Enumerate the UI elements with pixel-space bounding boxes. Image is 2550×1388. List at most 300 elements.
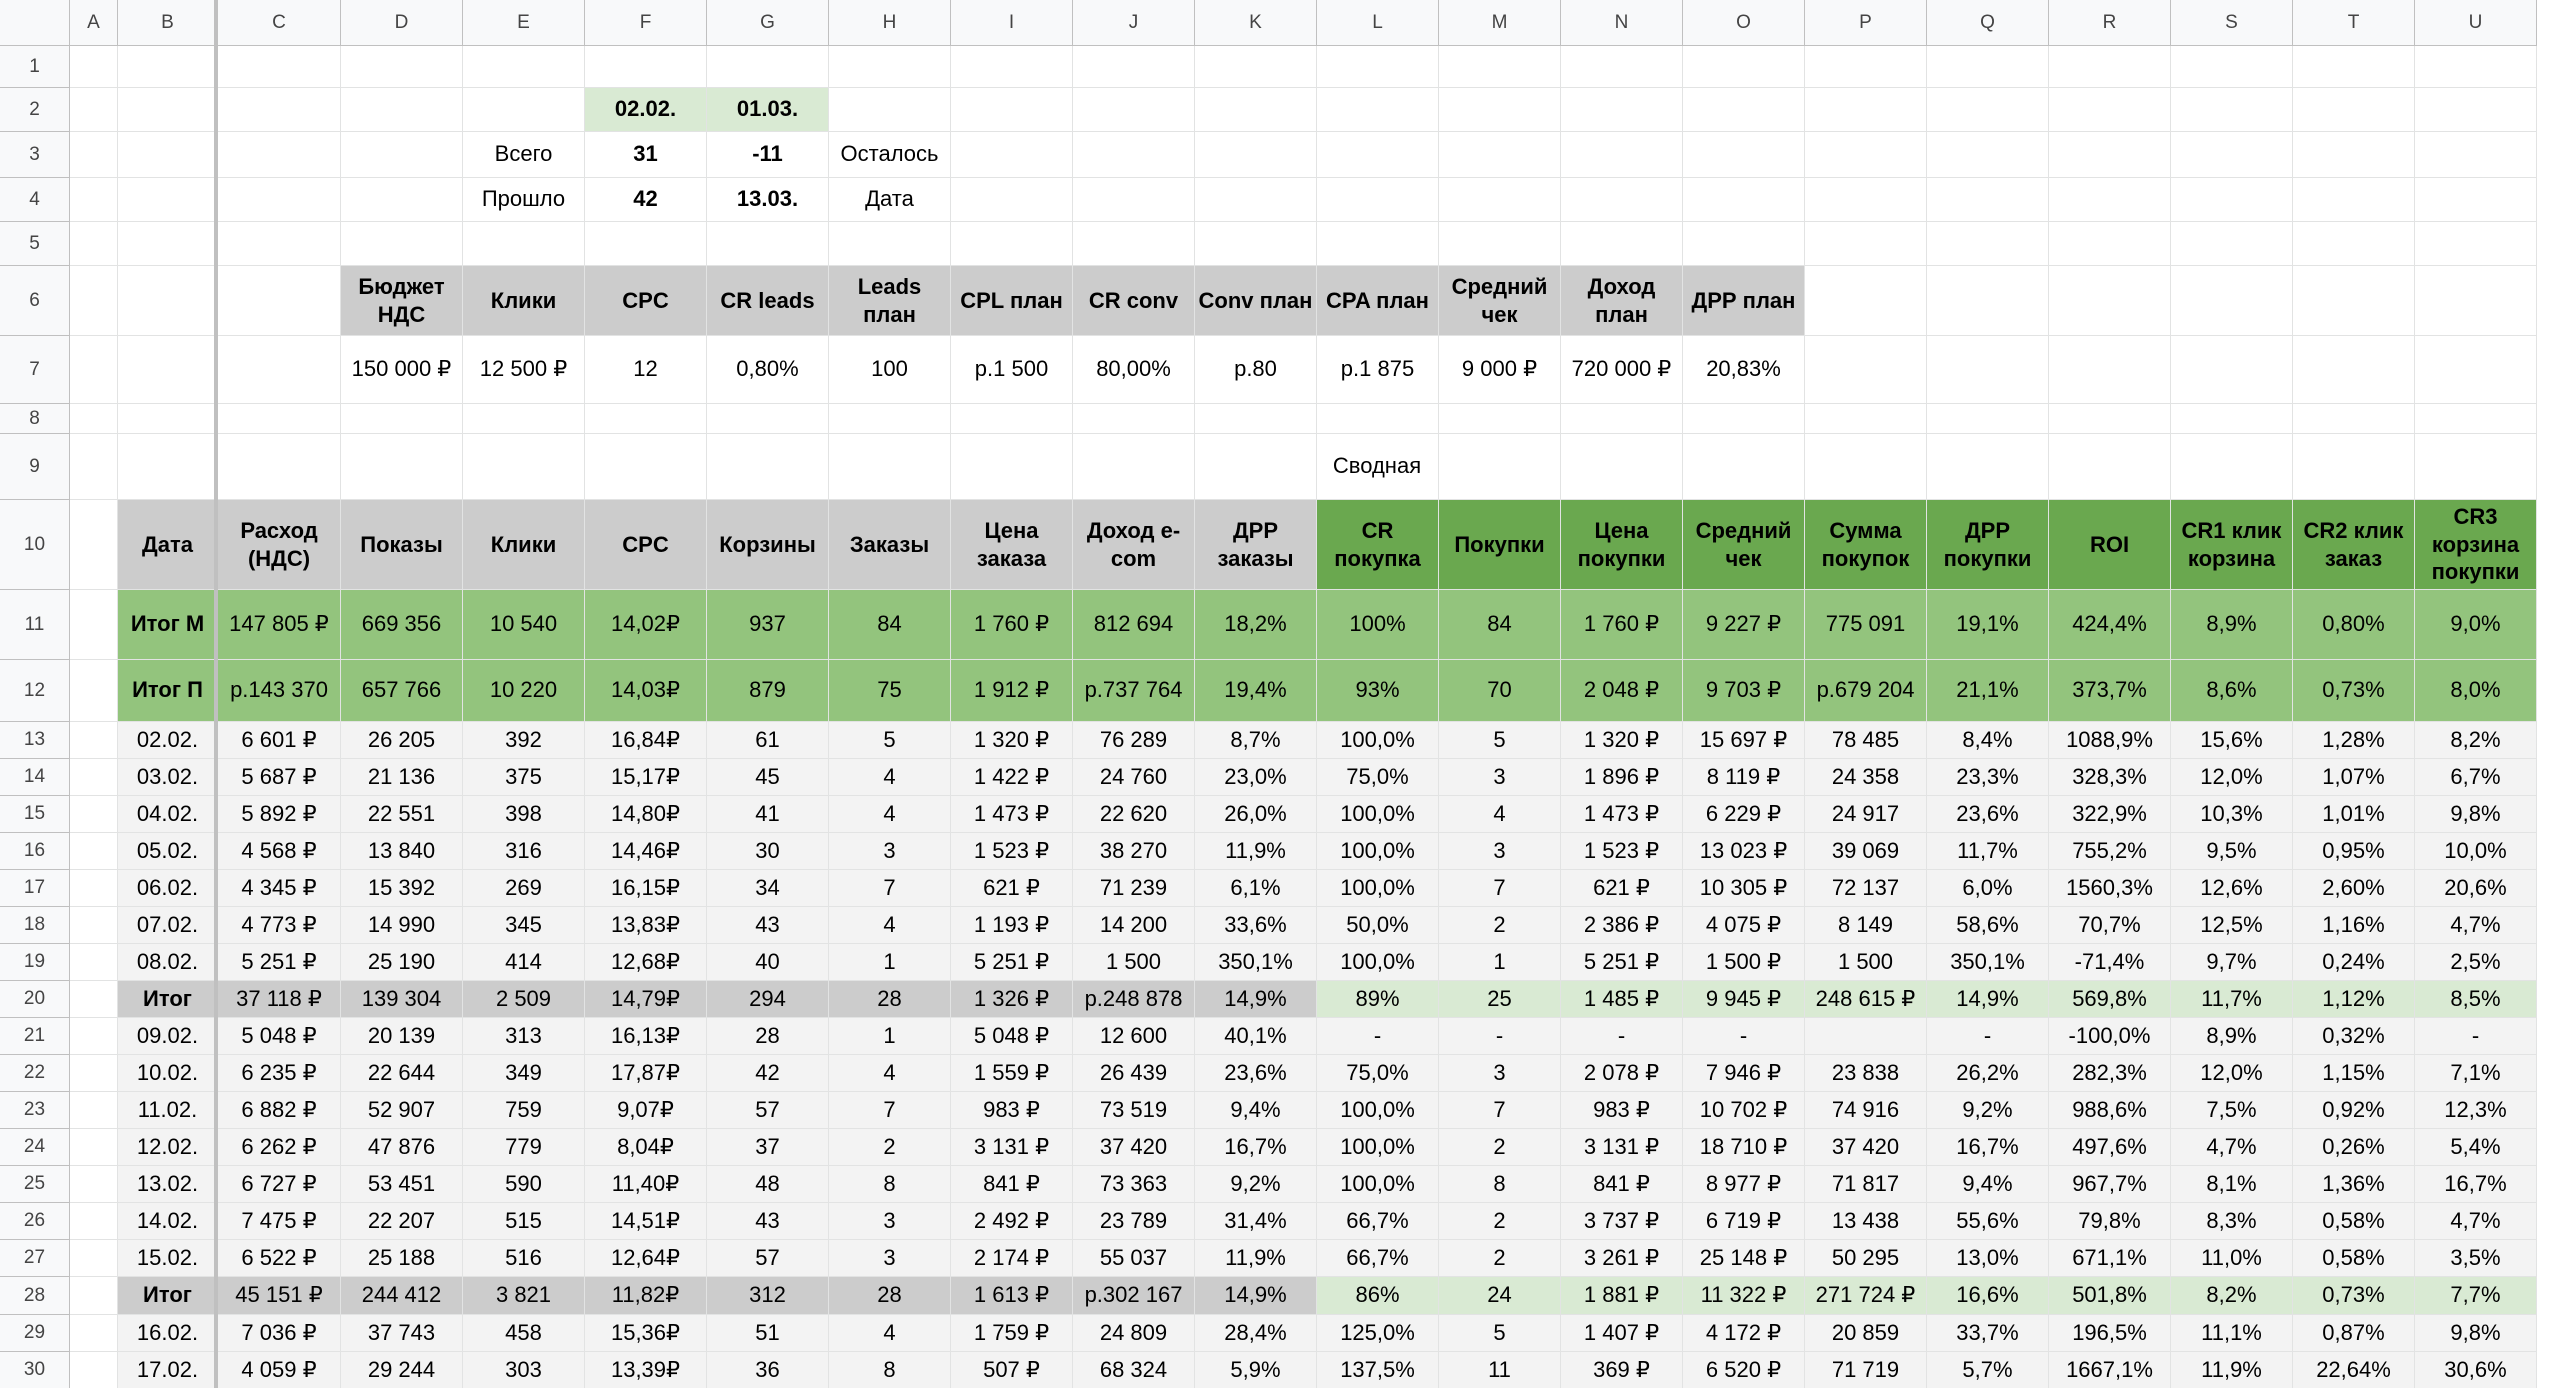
table-cell[interactable]: 23,6%	[1927, 796, 2049, 833]
row-label[interactable]: 10.02.	[118, 1055, 218, 1092]
row-header-14[interactable]: 14	[0, 759, 70, 796]
table-cell[interactable]: 9,4%	[1195, 1092, 1317, 1129]
grid-cell[interactable]	[1561, 222, 1683, 266]
table-cell[interactable]: 50,0%	[1317, 907, 1439, 944]
table-cell[interactable]: 937	[707, 590, 829, 660]
table-cell[interactable]: 9,4%	[1927, 1166, 2049, 1203]
table-cell[interactable]: 3	[1439, 759, 1561, 796]
table-cell[interactable]: 100,0%	[1317, 1129, 1439, 1166]
table-cell[interactable]: 8,3%	[2171, 1203, 2293, 1240]
grid-cell[interactable]	[2415, 132, 2537, 178]
column-header-g[interactable]: G	[707, 0, 829, 46]
table-cell[interactable]: 57	[707, 1092, 829, 1129]
grid-cell[interactable]	[2171, 266, 2293, 336]
table-cell[interactable]: 657 766	[341, 660, 463, 722]
grid-cell[interactable]	[951, 178, 1073, 222]
table-cell[interactable]: 515	[463, 1203, 585, 1240]
table-cell[interactable]: 497,6%	[2049, 1129, 2171, 1166]
table-cell[interactable]: 392	[463, 722, 585, 759]
table-cell[interactable]: 5	[1439, 1315, 1561, 1352]
table-cell[interactable]: 66,7%	[1317, 1240, 1439, 1277]
row-header-2[interactable]: 2	[0, 88, 70, 132]
grid-cell[interactable]	[70, 132, 118, 178]
plan-header[interactable]: Клики	[463, 266, 585, 336]
table-cell[interactable]: 11,9%	[2171, 1352, 2293, 1388]
table-cell[interactable]: 5	[829, 722, 951, 759]
grid-cell[interactable]	[341, 132, 463, 178]
table-cell[interactable]: 18 710 ₽	[1683, 1129, 1805, 1166]
grid-cell[interactable]	[1073, 88, 1195, 132]
table-cell[interactable]: 294	[707, 981, 829, 1018]
table-cell[interactable]: 14,46₽	[585, 833, 707, 870]
table-cell[interactable]: 516	[463, 1240, 585, 1277]
grid-cell[interactable]	[118, 266, 218, 336]
grid-cell[interactable]	[218, 46, 341, 88]
table-cell[interactable]: 2 174 ₽	[951, 1240, 1073, 1277]
table-cell[interactable]: 73 519	[1073, 1092, 1195, 1129]
table-cell[interactable]: 8,7%	[1195, 722, 1317, 759]
grid-cell[interactable]	[1683, 178, 1805, 222]
grid-cell[interactable]	[1317, 132, 1439, 178]
grid-cell[interactable]	[218, 222, 341, 266]
table-cell[interactable]: 9 227 ₽	[1683, 590, 1805, 660]
row-header-23[interactable]: 23	[0, 1092, 70, 1129]
row-header-17[interactable]: 17	[0, 870, 70, 907]
table-cell[interactable]: 12,68₽	[585, 944, 707, 981]
table-cell[interactable]: 48	[707, 1166, 829, 1203]
table-cell[interactable]: 621 ₽	[951, 870, 1073, 907]
table-cell[interactable]: 841 ₽	[951, 1166, 1073, 1203]
table-cell[interactable]: 350,1%	[1195, 944, 1317, 981]
table-cell[interactable]: р.737 764	[1073, 660, 1195, 722]
table-cell[interactable]: 282,3%	[2049, 1055, 2171, 1092]
row-header-15[interactable]: 15	[0, 796, 70, 833]
table-cell[interactable]: 4 345 ₽	[218, 870, 341, 907]
grid-cell[interactable]	[70, 500, 118, 590]
table-cell[interactable]: 2	[829, 1129, 951, 1166]
table-cell[interactable]: 23,3%	[1927, 759, 2049, 796]
table-cell[interactable]: 328,3%	[2049, 759, 2171, 796]
column-header-k[interactable]: K	[1195, 0, 1317, 46]
table-cell[interactable]: 37	[707, 1129, 829, 1166]
table-cell[interactable]: 7	[829, 1092, 951, 1129]
table-cell[interactable]: 779	[463, 1129, 585, 1166]
grid-cell[interactable]	[118, 132, 218, 178]
row-label[interactable]: 12.02.	[118, 1129, 218, 1166]
table-cell[interactable]: 41	[707, 796, 829, 833]
plan-header[interactable]: Доход план	[1561, 266, 1683, 336]
table-header[interactable]: Расход (НДС)	[218, 500, 341, 590]
table-cell[interactable]: -71,4%	[2049, 944, 2171, 981]
table-cell[interactable]: 9,2%	[1195, 1166, 1317, 1203]
row-label[interactable]: 17.02.	[118, 1352, 218, 1388]
grid-cell[interactable]	[951, 46, 1073, 88]
table-cell[interactable]: 6 262 ₽	[218, 1129, 341, 1166]
table-cell[interactable]: 7 036 ₽	[218, 1315, 341, 1352]
grid-cell[interactable]	[2293, 404, 2415, 434]
grid-cell[interactable]	[1561, 404, 1683, 434]
total-label[interactable]: Всего	[463, 132, 585, 178]
table-cell[interactable]: 1 559 ₽	[951, 1055, 1073, 1092]
table-cell[interactable]: 775 091	[1805, 590, 1927, 660]
grid-cell[interactable]	[1073, 222, 1195, 266]
table-cell[interactable]: 45 151 ₽	[218, 1277, 341, 1315]
grid-cell[interactable]	[2415, 266, 2537, 336]
table-cell[interactable]: 26 439	[1073, 1055, 1195, 1092]
grid-cell[interactable]	[1561, 88, 1683, 132]
grid-cell[interactable]	[341, 46, 463, 88]
table-cell[interactable]: 100%	[1317, 590, 1439, 660]
table-cell[interactable]: 3 821	[463, 1277, 585, 1315]
table-cell[interactable]: 2 386 ₽	[1561, 907, 1683, 944]
table-cell[interactable]: 11,7%	[1927, 833, 2049, 870]
table-header[interactable]: Показы	[341, 500, 463, 590]
table-cell[interactable]: 71 817	[1805, 1166, 1927, 1203]
plan-value[interactable]: р.1 500	[951, 336, 1073, 404]
grid-cell[interactable]	[118, 46, 218, 88]
grid-cell[interactable]	[829, 404, 951, 434]
table-cell[interactable]: 10 540	[463, 590, 585, 660]
table-cell[interactable]: 1 760 ₽	[1561, 590, 1683, 660]
grid-cell[interactable]	[341, 88, 463, 132]
table-cell[interactable]: 1,36%	[2293, 1166, 2415, 1203]
table-cell[interactable]: 43	[707, 907, 829, 944]
table-cell[interactable]: 9 703 ₽	[1683, 660, 1805, 722]
table-cell[interactable]: 55,6%	[1927, 1203, 2049, 1240]
table-cell[interactable]: 8,0%	[2415, 660, 2537, 722]
table-cell[interactable]: 3 131 ₽	[951, 1129, 1073, 1166]
table-cell[interactable]: 22 551	[341, 796, 463, 833]
table-cell[interactable]: 73 363	[1073, 1166, 1195, 1203]
row-header-26[interactable]: 26	[0, 1203, 70, 1240]
row-header-18[interactable]: 18	[0, 907, 70, 944]
column-header-e[interactable]: E	[463, 0, 585, 46]
grid-cell[interactable]	[118, 434, 218, 500]
table-cell[interactable]: 14,9%	[1195, 1277, 1317, 1315]
grid-cell[interactable]	[1317, 88, 1439, 132]
table-cell[interactable]: 7 475 ₽	[218, 1203, 341, 1240]
table-cell[interactable]: 8,4%	[1927, 722, 2049, 759]
table-cell[interactable]: 100,0%	[1317, 870, 1439, 907]
grid-cell[interactable]	[70, 1018, 118, 1055]
table-cell[interactable]: 3	[1439, 1055, 1561, 1092]
table-cell[interactable]: 30	[707, 833, 829, 870]
table-cell[interactable]: 621 ₽	[1561, 870, 1683, 907]
table-cell[interactable]: 28	[707, 1018, 829, 1055]
table-cell[interactable]: 14,03₽	[585, 660, 707, 722]
table-cell[interactable]: 4 568 ₽	[218, 833, 341, 870]
table-cell[interactable]: 0,87%	[2293, 1315, 2415, 1352]
row-label[interactable]: 03.02.	[118, 759, 218, 796]
grid-cell[interactable]	[1683, 132, 1805, 178]
grid-cell[interactable]	[1073, 178, 1195, 222]
table-cell[interactable]: 11,40₽	[585, 1166, 707, 1203]
table-cell[interactable]: 269	[463, 870, 585, 907]
passed-label[interactable]: Прошло	[463, 178, 585, 222]
table-cell[interactable]: 1 896 ₽	[1561, 759, 1683, 796]
grid-cell[interactable]	[2171, 222, 2293, 266]
table-cell[interactable]: 6,7%	[2415, 759, 2537, 796]
grid-cell[interactable]	[70, 404, 118, 434]
grid-cell[interactable]	[1073, 132, 1195, 178]
table-cell[interactable]: 0,26%	[2293, 1129, 2415, 1166]
plan-header[interactable]: ДРР план	[1683, 266, 1805, 336]
table-cell[interactable]: 21 136	[341, 759, 463, 796]
table-cell[interactable]: 6 727 ₽	[218, 1166, 341, 1203]
table-cell[interactable]: 5,7%	[1927, 1352, 2049, 1388]
plan-header[interactable]: Leads план	[829, 266, 951, 336]
current-date-value[interactable]: 13.03.	[707, 178, 829, 222]
table-cell[interactable]: -100,0%	[2049, 1018, 2171, 1055]
plan-header[interactable]: CPC	[585, 266, 707, 336]
table-cell[interactable]: 61	[707, 722, 829, 759]
column-header-a[interactable]: A	[70, 0, 118, 46]
table-cell[interactable]: 14 990	[341, 907, 463, 944]
grid-cell[interactable]	[829, 46, 951, 88]
table-cell[interactable]: 2 078 ₽	[1561, 1055, 1683, 1092]
row-label[interactable]: Итог М	[118, 590, 218, 660]
row-label[interactable]: 16.02.	[118, 1315, 218, 1352]
table-header[interactable]: Дата	[118, 500, 218, 590]
table-cell[interactable]: 51	[707, 1315, 829, 1352]
table-cell[interactable]: 303	[463, 1352, 585, 1388]
table-cell[interactable]: 6 719 ₽	[1683, 1203, 1805, 1240]
table-cell[interactable]: 22 207	[341, 1203, 463, 1240]
table-cell[interactable]: 3	[829, 1240, 951, 1277]
table-cell[interactable]: 33,7%	[1927, 1315, 2049, 1352]
table-cell[interactable]: 1 759 ₽	[951, 1315, 1073, 1352]
plan-value[interactable]: 100	[829, 336, 951, 404]
table-cell[interactable]: 0,24%	[2293, 944, 2415, 981]
table-cell[interactable]: 5 251 ₽	[218, 944, 341, 981]
row-header-1[interactable]: 1	[0, 46, 70, 88]
grid-cell[interactable]	[1805, 266, 1927, 336]
row-header-28[interactable]: 28	[0, 1277, 70, 1315]
table-header[interactable]: Корзины	[707, 500, 829, 590]
table-cell[interactable]: 16,15₽	[585, 870, 707, 907]
table-cell[interactable]: 8,5%	[2415, 981, 2537, 1018]
row-header-22[interactable]: 22	[0, 1055, 70, 1092]
row-label[interactable]: 14.02.	[118, 1203, 218, 1240]
table-cell[interactable]: р.679 204	[1805, 660, 1927, 722]
table-cell[interactable]: 52 907	[341, 1092, 463, 1129]
table-cell[interactable]: 1,16%	[2293, 907, 2415, 944]
table-cell[interactable]: 30,6%	[2415, 1352, 2537, 1388]
grid-cell[interactable]	[1805, 88, 1927, 132]
table-cell[interactable]: 1,07%	[2293, 759, 2415, 796]
table-cell[interactable]: 5,9%	[1195, 1352, 1317, 1388]
column-header-n[interactable]: N	[1561, 0, 1683, 46]
table-header[interactable]: CR2 клик заказ	[2293, 500, 2415, 590]
table-cell[interactable]: 2 492 ₽	[951, 1203, 1073, 1240]
grid-cell[interactable]	[2049, 46, 2171, 88]
table-cell[interactable]: 5 251 ₽	[951, 944, 1073, 981]
row-label[interactable]: 11.02.	[118, 1092, 218, 1129]
grid-cell[interactable]	[1683, 46, 1805, 88]
table-cell[interactable]: 71 239	[1073, 870, 1195, 907]
grid-cell[interactable]	[70, 907, 118, 944]
table-cell[interactable]: 11 322 ₽	[1683, 1277, 1805, 1315]
grid-cell[interactable]	[2171, 404, 2293, 434]
table-cell[interactable]: 11,1%	[2171, 1315, 2293, 1352]
table-cell[interactable]: 21,1%	[1927, 660, 2049, 722]
table-cell[interactable]: 671,1%	[2049, 1240, 2171, 1277]
table-cell[interactable]: 1 407 ₽	[1561, 1315, 1683, 1352]
table-cell[interactable]: 3 131 ₽	[1561, 1129, 1683, 1166]
table-cell[interactable]: 15,17₽	[585, 759, 707, 796]
grid-cell[interactable]	[707, 222, 829, 266]
table-cell[interactable]: 28	[829, 981, 951, 1018]
table-cell[interactable]: 879	[707, 660, 829, 722]
column-header-r[interactable]: R	[2049, 0, 2171, 46]
table-cell[interactable]: 16,7%	[1195, 1129, 1317, 1166]
grid-cell[interactable]	[1439, 132, 1561, 178]
grid-cell[interactable]	[341, 404, 463, 434]
grid-cell[interactable]	[1073, 404, 1195, 434]
table-cell[interactable]: 8	[829, 1352, 951, 1388]
row-header-30[interactable]: 30	[0, 1352, 70, 1388]
table-cell[interactable]: 12,0%	[2171, 1055, 2293, 1092]
plan-header[interactable]: CPA план	[1317, 266, 1439, 336]
table-cell[interactable]: 8,1%	[2171, 1166, 2293, 1203]
column-header-u[interactable]: U	[2415, 0, 2537, 46]
table-cell[interactable]: 20 139	[341, 1018, 463, 1055]
grid-cell[interactable]	[218, 336, 341, 404]
table-cell[interactable]: 8,04₽	[585, 1129, 707, 1166]
grid-cell[interactable]	[1805, 132, 1927, 178]
table-cell[interactable]: 16,7%	[1927, 1129, 2049, 1166]
table-cell[interactable]: 12 600	[1073, 1018, 1195, 1055]
grid-cell[interactable]	[70, 178, 118, 222]
table-cell[interactable]: 0,92%	[2293, 1092, 2415, 1129]
row-header-5[interactable]: 5	[0, 222, 70, 266]
table-cell[interactable]: 26,2%	[1927, 1055, 2049, 1092]
grid-cell[interactable]	[1683, 222, 1805, 266]
grid-cell[interactable]	[2293, 178, 2415, 222]
grid-cell[interactable]	[70, 870, 118, 907]
grid-cell[interactable]	[70, 1166, 118, 1203]
table-header[interactable]: Клики	[463, 500, 585, 590]
table-cell[interactable]: 12,5%	[2171, 907, 2293, 944]
grid-cell[interactable]	[1439, 46, 1561, 88]
table-cell[interactable]: 11,9%	[1195, 1240, 1317, 1277]
table-header[interactable]: ДРР покупки	[1927, 500, 2049, 590]
table-cell[interactable]	[1805, 1018, 1927, 1055]
row-label[interactable]: 07.02.	[118, 907, 218, 944]
table-cell[interactable]: 75,0%	[1317, 1055, 1439, 1092]
table-cell[interactable]: 14,9%	[1927, 981, 2049, 1018]
table-cell[interactable]: 1 326 ₽	[951, 981, 1073, 1018]
table-cell[interactable]: 1 422 ₽	[951, 759, 1073, 796]
table-cell[interactable]: 36	[707, 1352, 829, 1388]
table-cell[interactable]: 125,0%	[1317, 1315, 1439, 1352]
row-label[interactable]: 05.02.	[118, 833, 218, 870]
grid-cell[interactable]	[1439, 404, 1561, 434]
table-cell[interactable]: 6 882 ₽	[218, 1092, 341, 1129]
remaining-label[interactable]: Осталось	[829, 132, 951, 178]
table-cell[interactable]: 8	[1439, 1166, 1561, 1203]
table-cell[interactable]: 6 520 ₽	[1683, 1352, 1805, 1388]
grid-cell[interactable]	[1927, 46, 2049, 88]
grid-cell[interactable]	[70, 1055, 118, 1092]
grid-cell[interactable]	[1805, 336, 1927, 404]
table-cell[interactable]: 6 229 ₽	[1683, 796, 1805, 833]
table-cell[interactable]: 458	[463, 1315, 585, 1352]
table-cell[interactable]: 39 069	[1805, 833, 1927, 870]
table-cell[interactable]: 43	[707, 1203, 829, 1240]
plan-value[interactable]: р.80	[1195, 336, 1317, 404]
plan-value[interactable]: 12	[585, 336, 707, 404]
grid-cell[interactable]	[2171, 88, 2293, 132]
table-cell[interactable]: 24	[1439, 1277, 1561, 1315]
table-cell[interactable]: 17,87₽	[585, 1055, 707, 1092]
table-cell[interactable]: 3	[829, 1203, 951, 1240]
row-label[interactable]: Итог П	[118, 660, 218, 722]
grid-cell[interactable]	[2415, 88, 2537, 132]
table-cell[interactable]: 10 220	[463, 660, 585, 722]
table-cell[interactable]: 1	[829, 944, 951, 981]
plan-value[interactable]: 12 500 ₽	[463, 336, 585, 404]
table-cell[interactable]: 988,6%	[2049, 1092, 2171, 1129]
grid-cell[interactable]	[1073, 46, 1195, 88]
table-cell[interactable]: 1,01%	[2293, 796, 2415, 833]
grid-cell[interactable]	[1561, 46, 1683, 88]
table-cell[interactable]: 755,2%	[2049, 833, 2171, 870]
row-header-3[interactable]: 3	[0, 132, 70, 178]
column-header-i[interactable]: I	[951, 0, 1073, 46]
table-cell[interactable]: 9,7%	[2171, 944, 2293, 981]
table-cell[interactable]: 37 743	[341, 1315, 463, 1352]
table-header[interactable]: ROI	[2049, 500, 2171, 590]
table-cell[interactable]: 147 805 ₽	[218, 590, 341, 660]
grid-cell[interactable]	[1195, 88, 1317, 132]
table-cell[interactable]: 55 037	[1073, 1240, 1195, 1277]
grid-cell[interactable]	[1927, 178, 2049, 222]
table-cell[interactable]: 10,3%	[2171, 796, 2293, 833]
table-cell[interactable]: 983 ₽	[951, 1092, 1073, 1129]
grid-cell[interactable]	[218, 178, 341, 222]
table-cell[interactable]: 10 305 ₽	[1683, 870, 1805, 907]
table-cell[interactable]: 14 200	[1073, 907, 1195, 944]
table-cell[interactable]: 196,5%	[2049, 1315, 2171, 1352]
passed-days-value[interactable]: 42	[585, 178, 707, 222]
column-header-s[interactable]: S	[2171, 0, 2293, 46]
table-cell[interactable]: р.302 167	[1073, 1277, 1195, 1315]
grid-cell[interactable]	[951, 404, 1073, 434]
table-cell[interactable]: 5 892 ₽	[218, 796, 341, 833]
table-cell[interactable]: 8,2%	[2171, 1277, 2293, 1315]
table-cell[interactable]: 8,2%	[2415, 722, 2537, 759]
grid-cell[interactable]	[829, 222, 951, 266]
table-cell[interactable]: 6 601 ₽	[218, 722, 341, 759]
grid-cell[interactable]	[70, 46, 118, 88]
grid-cell[interactable]	[1927, 88, 2049, 132]
table-cell[interactable]: 7,7%	[2415, 1277, 2537, 1315]
summary-title[interactable]: Сводная	[218, 434, 2537, 500]
table-header[interactable]: Цена заказа	[951, 500, 1073, 590]
grid-cell[interactable]	[1805, 222, 1927, 266]
table-cell[interactable]: 350,1%	[1927, 944, 2049, 981]
row-header-29[interactable]: 29	[0, 1315, 70, 1352]
table-cell[interactable]: 22,64%	[2293, 1352, 2415, 1388]
grid-cell[interactable]	[218, 88, 341, 132]
table-cell[interactable]: 25	[1439, 981, 1561, 1018]
table-cell[interactable]: 3 261 ₽	[1561, 1240, 1683, 1277]
table-cell[interactable]: 70	[1439, 660, 1561, 722]
table-header[interactable]: CR1 клик корзина	[2171, 500, 2293, 590]
table-cell[interactable]: 9,07₽	[585, 1092, 707, 1129]
grid-cell[interactable]	[118, 222, 218, 266]
